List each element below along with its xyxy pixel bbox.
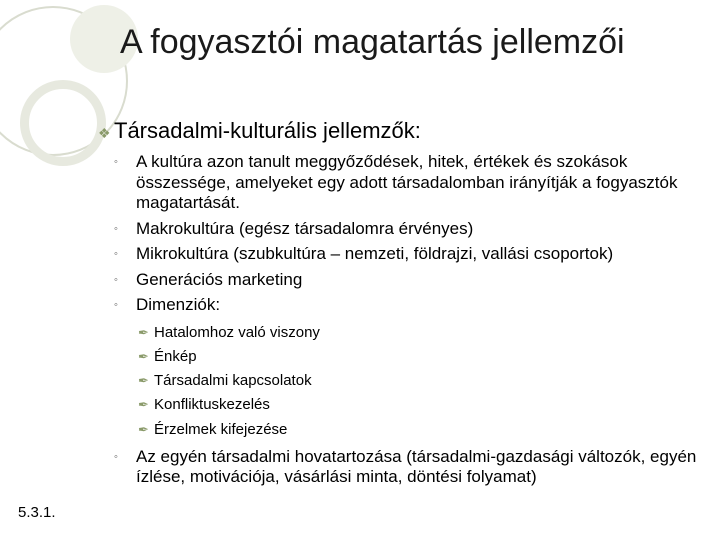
bullet-icon: ❖: [98, 125, 111, 141]
dimension-text: Hatalomhoz való viszony: [154, 323, 320, 341]
circle-bullet-icon: ◦: [114, 156, 118, 168]
list-item: [98, 270, 698, 291]
heading-bullet: [98, 118, 698, 144]
circle-bullet-icon: ◦: [114, 299, 118, 311]
dimension-text: Konfliktuskezelés: [154, 396, 270, 414]
dimension-list: [98, 321, 698, 442]
dimension-item: [98, 369, 698, 393]
list-item-text: Dimenziók:: [136, 295, 221, 314]
dimension-item: [98, 393, 698, 417]
section-heading: Társadalmi-kulturális jellemzők:: [114, 118, 421, 143]
dimension-item: [98, 345, 698, 369]
slide-content: [98, 118, 698, 488]
circle-bullet-icon: ◦: [114, 222, 118, 235]
list-item-text: Az egyén társadalmi hovatartozása (társadalmi-gazdasági változók, egyén ízlése, motivációja, vásárlási minta, döntési folyamat): [136, 446, 697, 487]
list-item: [98, 295, 698, 316]
circle-bullet-icon: ◦: [114, 450, 118, 463]
circle-bullet-icon: ◦: [114, 248, 118, 260]
dimension-item: [98, 321, 698, 345]
sub-bullet-icon: ✒: [138, 421, 149, 437]
slide-number: 5.3.1.: [18, 504, 56, 521]
sub-bullet-icon: ✒: [138, 324, 149, 340]
list-item-text: A kultúra azon tanult meggyőződések, hitek, értékek és szokások összessége, amelyeket egy adott társadalomban irányítják a fogyasztók magatartását.: [136, 152, 678, 212]
list-item-text: Generációs marketing: [136, 269, 303, 289]
dimension-item: [98, 418, 698, 442]
list-item-text: Makrokultúra (egész társadalomra érvényes): [136, 218, 474, 238]
circle-bullet-icon: ◦: [114, 273, 118, 286]
list-item-text: Mikrokultúra (szubkultúra – nemzeti, földrajzi, vallási csoportok): [136, 244, 614, 263]
dimension-text: Érzelmek kifejezése: [154, 420, 288, 438]
list-item: [98, 447, 698, 488]
sub-bullet-icon: ✒: [138, 373, 149, 389]
dimension-text: Társadalmi kapcsolatok: [154, 372, 312, 390]
list-item: [98, 219, 698, 240]
dimension-text: Énkép: [154, 347, 197, 365]
list-item: [98, 152, 698, 214]
slide-title: A fogyasztói magatartás jellemzői: [120, 23, 625, 61]
sub-bullet-icon: ✒: [138, 348, 149, 364]
sub-bullet-icon: ✒: [138, 397, 149, 413]
decorative-circle-ring: [20, 80, 106, 166]
list-item: [98, 244, 698, 265]
